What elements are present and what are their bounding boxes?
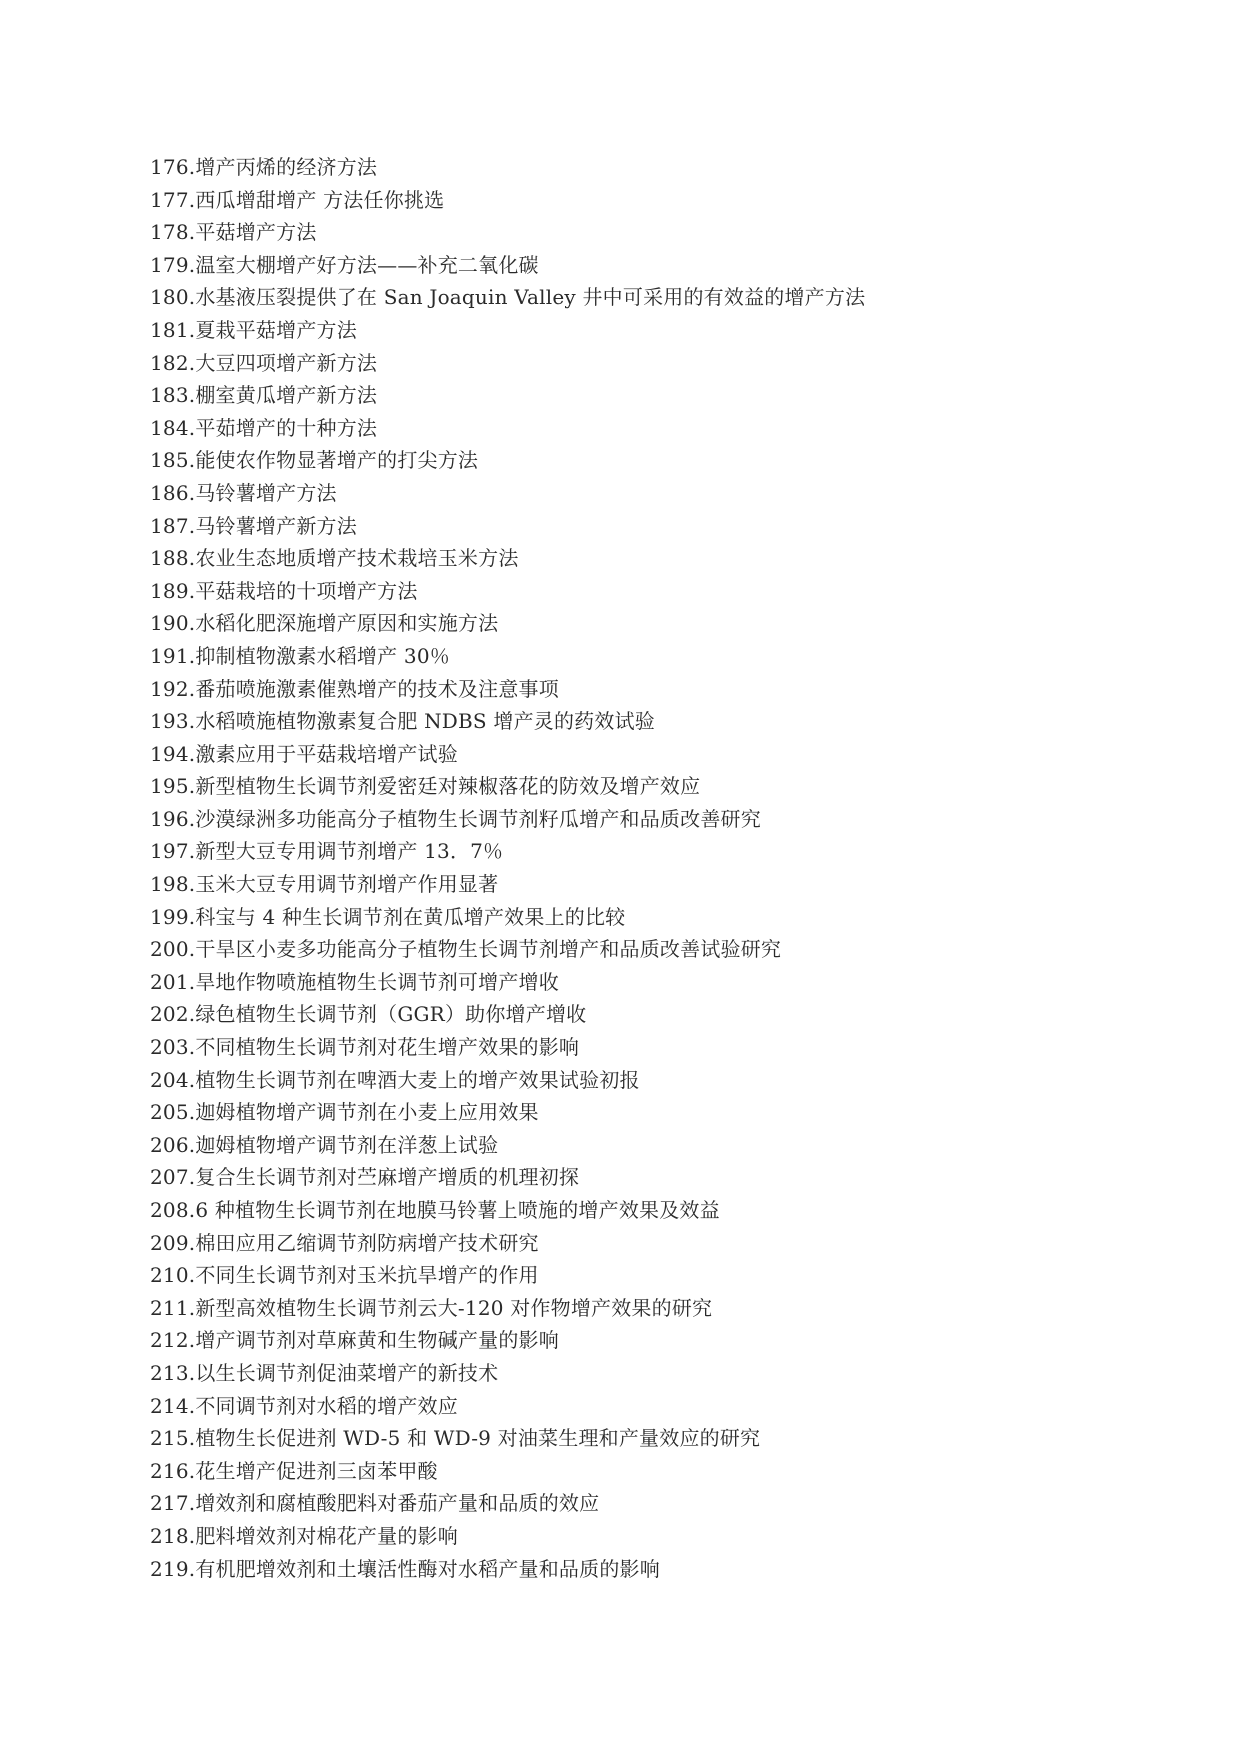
list-item: 210.不同生长调节剂对玉米抗旱增产的作用	[150, 1263, 539, 1288]
list-item: 208.6 种植物生长调节剂在地膜马铃薯上喷施的增产效果及效益	[150, 1198, 720, 1222]
list-item: 209.棉田应用乙缩调节剂防病增产技术研究	[150, 1230, 539, 1255]
list-item: 186.马铃薯增产方法	[150, 480, 337, 505]
list-item: 207.复合生长调节剂对苎麻增产增质的机理初探	[150, 1165, 580, 1190]
list-item: 177.西瓜增甜增产 方法任你挑选	[150, 187, 445, 212]
list-item: 195.新型植物生长调节剂爱密廷对辣椒落花的防效及增产效应	[150, 774, 701, 799]
list-item: 183.棚室黄瓜增产新方法	[150, 383, 378, 408]
list-item: 203.不同植物生长调节剂对花生增产效果的影响	[150, 1035, 580, 1060]
list-item: 213.以生长调节剂促油菜增产的新技术	[150, 1360, 499, 1385]
list-item: 176.增产丙烯的经济方法	[150, 155, 378, 179]
list-item: 188.农业生态地质增产技术栽培玉米方法	[150, 546, 519, 571]
list-item: 190.水稻化肥深施增产原因和实施方法	[150, 611, 499, 636]
list-item: 206.迦姆植物增产调节剂在洋葱上试验	[150, 1132, 499, 1157]
list-item: 219.有机肥增效剂和土壤活性酶对水稻产量和品质的影响	[150, 1556, 660, 1581]
list-item: 187.马铃薯增产新方法	[150, 513, 357, 538]
list-item: 189.平菇栽培的十项增产方法	[150, 578, 418, 603]
list-item: 212.增产调节剂对草麻黄和生物碱产量的影响	[150, 1328, 559, 1353]
list-item: 198.玉米大豆专用调节剂增产作用显著	[150, 872, 499, 897]
list-item: 215.植物生长促进剂 WD-5 和 WD-9 对油菜生理和产量效应的研究	[150, 1426, 761, 1451]
list-item: 218.肥料增效剂对棉花产量的影响	[150, 1523, 458, 1548]
list-item: 214.不同调节剂对水稻的增产效应	[150, 1393, 458, 1418]
list-item: 202.绿色植物生长调节剂（GGR）助你增产增收	[150, 1002, 587, 1027]
list-item: 217.增效剂和腐植酸肥料对番茄产量和品质的效应	[150, 1491, 600, 1516]
list-item: 199.科宝与 4 种生长调节剂在黄瓜增产效果上的比较	[150, 904, 626, 929]
list-item: 200.干旱区小麦多功能高分子植物生长调节剂增产和品质改善试验研究	[150, 937, 782, 962]
list-item: 182.大豆四项增产新方法	[150, 350, 378, 375]
list-item: 196.沙漠绿洲多功能高分子植物生长调节剂籽瓜增产和品质改善研究	[150, 806, 761, 831]
list-item: 204.植物生长调节剂在啤酒大麦上的增产效果试验初报	[150, 1067, 640, 1092]
list-item: 201.旱地作物喷施植物生长调节剂可增产增收	[150, 969, 559, 994]
list-item: 181.夏栽平菇增产方法	[150, 317, 357, 342]
list-item: 216.花生增产促进剂三卤苯甲酸	[150, 1458, 438, 1483]
list-item: 194.激素应用于平菇栽培增产试验	[150, 741, 458, 766]
list-item: 192.番茄喷施激素催熟增产的技术及注意事项	[150, 676, 559, 701]
list-item: 211.新型高效植物生长调节剂云大-120 对作物增产效果的研究	[150, 1295, 713, 1320]
list-item: 179.温室大棚增产好方法——补充二氧化碳	[150, 252, 539, 277]
list-item: 184.平茹增产的十种方法	[150, 415, 378, 440]
list-item: 185.能使农作物显著增产的打尖方法	[150, 448, 479, 473]
list-item: 193.水稻喷施植物激素复合肥 NDBS 增产灵的药效试验	[150, 709, 655, 734]
list-item: 180.水基液压裂提供了在 San Joaquin Valley 井中可采用的有效益的增产方法	[150, 285, 866, 310]
reference-list	[150, 151, 1150, 1585]
list-item: 197.新型大豆专用调节剂增产 13．7％	[150, 839, 504, 864]
list-item: 205.迦姆植物增产调节剂在小麦上应用效果	[150, 1100, 539, 1125]
list-item: 191.抑制植物激素水稻增产 30％	[150, 643, 450, 668]
list-item: 178.平菇增产方法	[150, 220, 317, 245]
